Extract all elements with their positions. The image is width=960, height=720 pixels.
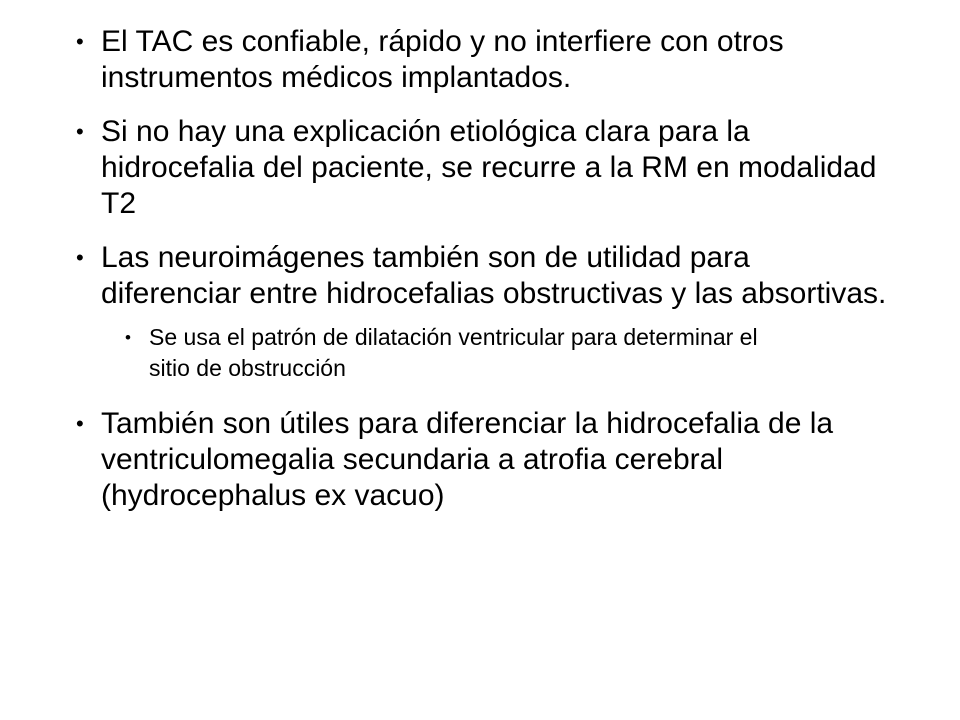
bullet-text: Si no hay una explicación etiológica clara para la hidrocefalia del paciente, se recurre a la RM en modalidad T2 xyxy=(101,115,877,220)
bullet-item-4 xyxy=(72,406,892,514)
bullet-dot: • xyxy=(76,119,84,144)
bullet-item-3 xyxy=(72,240,892,312)
bullet-dot: • xyxy=(76,245,84,270)
sub-bullet-list xyxy=(72,322,892,384)
bullet-dot: • xyxy=(76,29,84,54)
sub-bullet-dot: • xyxy=(125,328,131,347)
bullet-dot: • xyxy=(76,411,84,436)
bullet-item-1 xyxy=(72,24,892,96)
bullet-text: También son útiles para diferenciar la hidrocefalia de la ventriculomegalia secundaria a atrofia cerebral (hydrocephalus ex vacuo) xyxy=(101,407,834,512)
bullet-text: El TAC es confiable, rápido y no interfiere con otros instrumentos médicos implantados. xyxy=(101,25,784,94)
bullet-list xyxy=(72,24,892,532)
sub-bullet-text: Se usa el patrón de dilatación ventricular para determinar el sitio de obstrucción xyxy=(149,324,758,381)
sub-bullet-item xyxy=(125,322,789,384)
bullet-text: Las neuroimágenes también son de utilidad para diferenciar entre hidrocefalias obstructivas y las absortivas. xyxy=(101,241,887,310)
bullet-item-2 xyxy=(72,114,892,222)
